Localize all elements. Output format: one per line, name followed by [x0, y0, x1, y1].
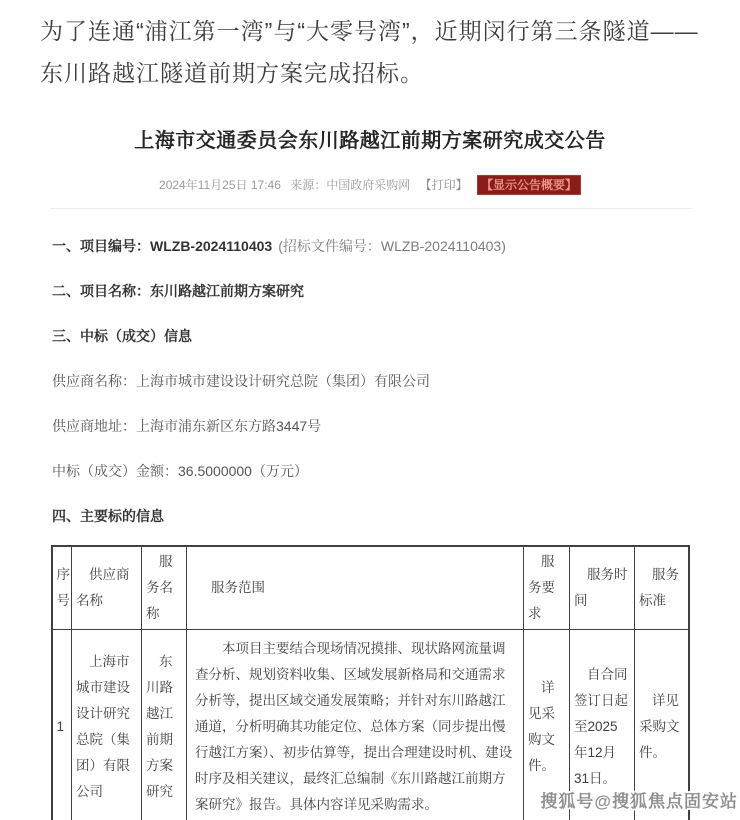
print-button[interactable]: 【打印】	[419, 178, 468, 192]
project-number-value: WLZB-2024110403	[150, 238, 273, 254]
project-number-label: 一、项目编号：	[52, 238, 150, 254]
cell-service-time: 自合同签订日起至2025年12月31日。	[570, 630, 635, 820]
cell-service-scope: 本项目主要结合现场情况摸排、现状路网流量调查分析、规划资料收集、区域发展新格局和交通需求分析等，提出区域交通发展策略；并针对东川路越江通道，分析明确其功能定位、总体方案（同步提出慢行越江方案）、初步估算等，提出合理建设时机、建设时序及相关建议，最终汇总编制《东川路越江前期方案研究》报告。具体内容详见采购需求。	[187, 630, 524, 820]
supplier-name-value: 上海市城市建设设计研究总院（集团）有限公司	[136, 373, 430, 389]
supplier-name-line	[52, 374, 688, 389]
header-service-name: 服务名称	[142, 546, 187, 630]
award-amount-value: 36.5000000（万元）	[178, 463, 308, 479]
header-seq-no: 序号	[52, 546, 72, 630]
cell-service-standard: 详见采购文件。	[635, 630, 689, 820]
award-amount-label: 中标（成交）金额：	[52, 463, 178, 479]
meta-line	[0, 176, 740, 193]
project-name-label: 二、项目名称：	[52, 283, 150, 299]
meta-datetime: 2024年11月25日 17:46	[159, 178, 281, 192]
table-header-row	[52, 546, 689, 630]
header-supplier: 供应商名称	[72, 546, 142, 630]
project-number-line	[52, 239, 688, 254]
header-service-requirement: 服务要求	[524, 546, 570, 630]
intro-paragraph: 为了连通“浦江第一湾”与“大零号湾”，近期闵行第三条隧道——东川路越江隧道前期方案完成招标。	[40, 18, 699, 86]
header-service-scope: 服务范围	[187, 546, 524, 630]
cell-service-requirement: 详见采购文件。	[524, 630, 570, 820]
cell-service-name: 东川路越江前期方案研究	[142, 630, 187, 820]
supplier-address-value: 上海市浦东新区东方路3447号	[136, 418, 322, 434]
project-name-line	[52, 284, 688, 299]
award-amount-line	[52, 464, 688, 479]
award-info-heading: 三、中标（成交）信息	[52, 328, 192, 344]
watermark: 搜狐号@搜狐焦点固安站	[540, 792, 738, 811]
supplier-address-line	[52, 419, 688, 434]
header-service-time: 服务时间	[570, 546, 635, 630]
tender-doc-number: (招标文件编号：WLZB-2024110403)	[278, 238, 506, 254]
announcement-body	[0, 239, 740, 524]
page-title: 上海市交通委员会东川路越江前期方案研究成交公告	[134, 130, 606, 152]
bid-info-table	[51, 545, 690, 820]
supplier-name-label: 供应商名称：	[52, 373, 136, 389]
divider	[50, 208, 692, 209]
meta-source: 来源：中国政府采购网	[290, 178, 411, 192]
header-service-standard: 服务标准	[635, 546, 689, 630]
cell-supplier: 上海市城市建设设计研究总院（集团）有限公司	[72, 630, 142, 820]
main-subject-heading: 四、主要标的信息	[52, 508, 164, 524]
cell-seq-no: 1	[52, 630, 72, 820]
project-name-value: 东川路越江前期方案研究	[150, 283, 304, 299]
supplier-address-label: 供应商地址：	[52, 418, 136, 434]
show-summary-button[interactable]: 【显示公告概要】	[477, 175, 581, 195]
